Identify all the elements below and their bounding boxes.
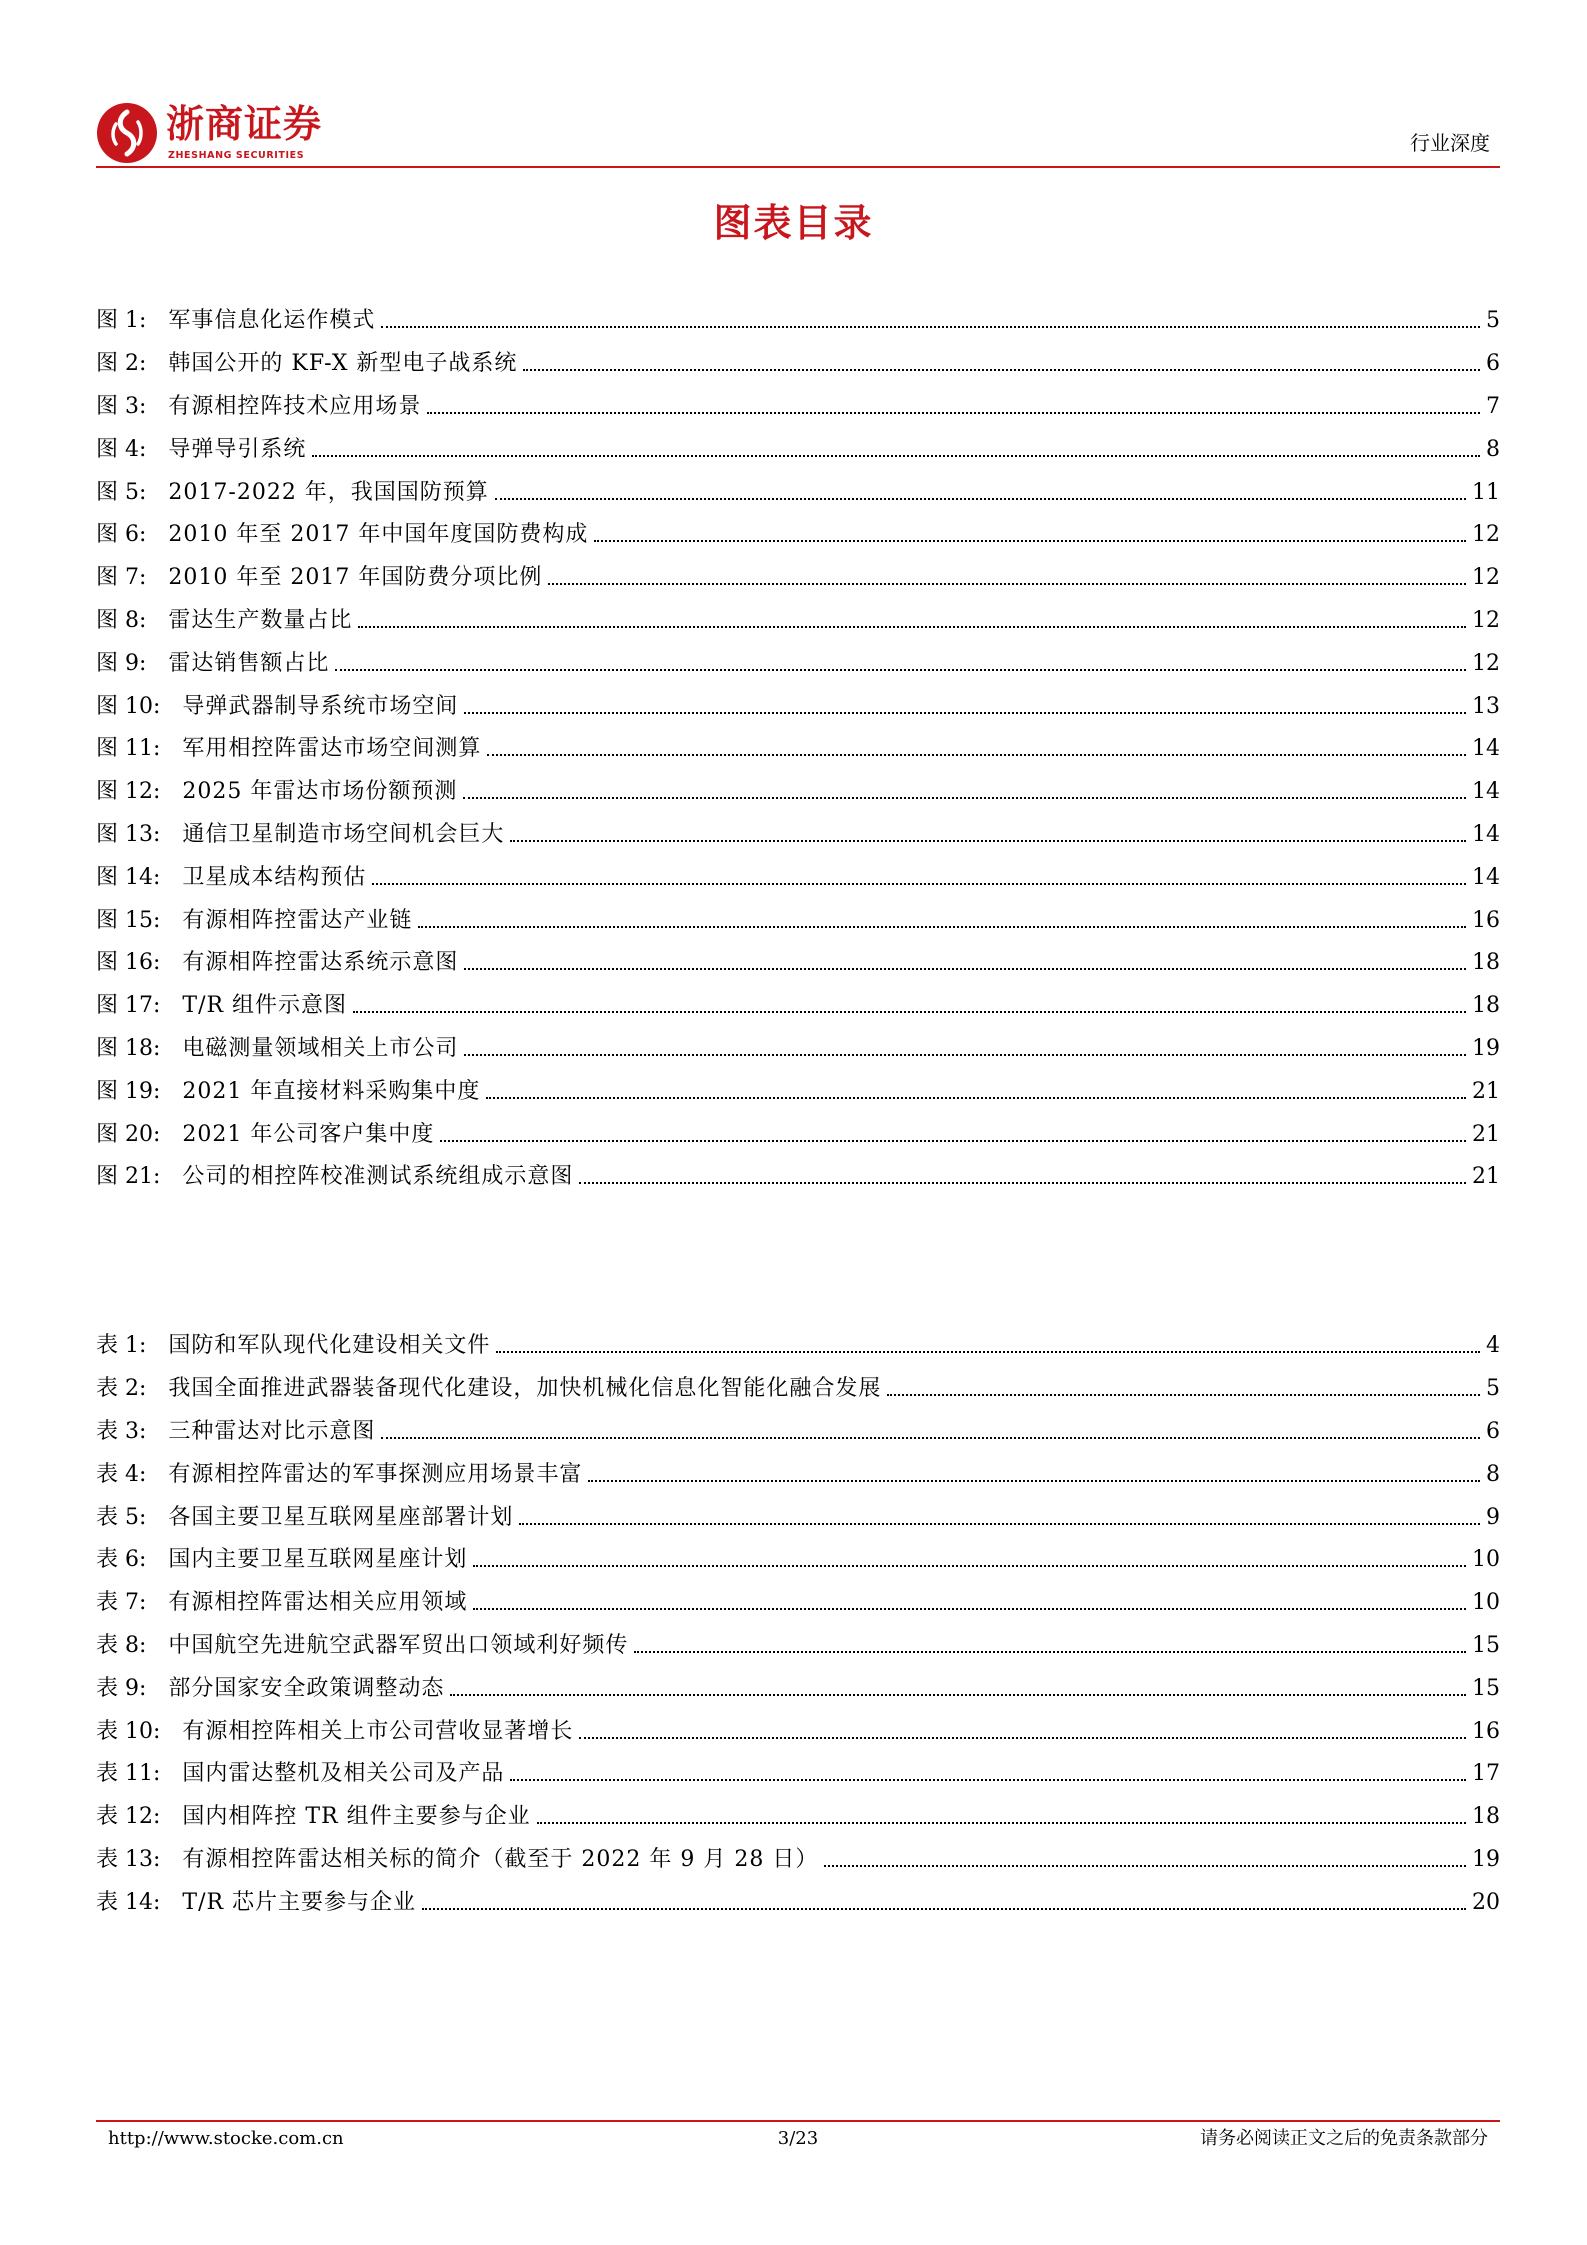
toc-leader-dots bbox=[418, 926, 1466, 928]
toc-title[interactable]: 国内雷达整机及相关公司及产品 bbox=[182, 1761, 505, 1787]
toc-label: 表 7: bbox=[96, 1590, 147, 1616]
toc-label: 图 6: bbox=[96, 522, 147, 548]
toc-row-table-7[interactable] bbox=[96, 1582, 1500, 1625]
toc-label: 图 11: bbox=[96, 736, 161, 762]
toc-leader-dots bbox=[463, 797, 1466, 799]
toc-leader-dots bbox=[464, 968, 1466, 970]
toc-row-figure-16[interactable] bbox=[96, 942, 1500, 985]
toc-leader-dots bbox=[519, 1523, 1480, 1525]
toc-row-figure-4[interactable] bbox=[96, 428, 1500, 471]
toc-title[interactable]: 军事信息化运作模式 bbox=[168, 308, 376, 334]
toc-row-figure-9[interactable] bbox=[96, 642, 1500, 685]
toc-page-number[interactable]: 5 bbox=[1486, 1376, 1500, 1402]
toc-page-number[interactable]: 6 bbox=[1486, 351, 1500, 377]
toc-title[interactable]: 2017-2022 年，我国国防预算 bbox=[168, 479, 489, 505]
toc-label: 图 7: bbox=[96, 565, 147, 591]
toc-page-number[interactable]: 11 bbox=[1472, 479, 1500, 505]
toc-title[interactable]: 中国航空先进航空武器军贸出口领域利好频传 bbox=[168, 1632, 629, 1658]
page-title: 图表目录 bbox=[713, 201, 874, 245]
footer-disclaimer: 请务必阅读正文之后的免责条款部分 bbox=[1200, 2128, 1488, 2149]
toc-page-number[interactable]: 6 bbox=[1486, 1418, 1500, 1444]
toc-leader-dots bbox=[594, 540, 1466, 542]
toc-row-figure-11[interactable] bbox=[96, 728, 1500, 771]
toc-title[interactable]: 2025 年雷达市场份额预测 bbox=[182, 779, 458, 805]
toc-title[interactable]: 有源相阵控雷达产业链 bbox=[182, 907, 413, 933]
toc-title[interactable]: 卫星成本结构预估 bbox=[182, 864, 367, 890]
toc-page-number[interactable]: 9 bbox=[1486, 1504, 1500, 1530]
toc-row-table-12[interactable] bbox=[96, 1796, 1500, 1839]
toc-row-table-1[interactable] bbox=[96, 1325, 1500, 1368]
toc-leader-dots bbox=[487, 754, 1466, 756]
toc-label: 表 8: bbox=[96, 1632, 147, 1658]
toc-title[interactable]: 韩国公开的 KF-X 新型电子战系统 bbox=[168, 351, 518, 377]
toc-leader-dots bbox=[464, 712, 1466, 714]
toc-page-number[interactable]: 10 bbox=[1472, 1590, 1500, 1616]
toc-title[interactable]: 国内相阵控 TR 组件主要参与企业 bbox=[182, 1804, 531, 1830]
toc-row-table-2[interactable] bbox=[96, 1368, 1500, 1411]
toc-title[interactable]: 有源相控阵相关上市公司营收显著增长 bbox=[182, 1718, 574, 1744]
toc-row-table-5[interactable] bbox=[96, 1496, 1500, 1539]
toc-title[interactable]: 有源相控阵雷达相关标的简介（截至于 2022 年 9 月 28 日） bbox=[182, 1846, 819, 1872]
toc-leader-dots bbox=[335, 669, 1466, 671]
toc-leader-dots bbox=[523, 369, 1480, 371]
toc-label: 图 20: bbox=[96, 1121, 161, 1147]
toc-label: 图 21: bbox=[96, 1164, 161, 1190]
toc-leader-dots bbox=[496, 1351, 1480, 1353]
toc-label: 图 12: bbox=[96, 779, 161, 805]
toc-page-number[interactable]: 17 bbox=[1472, 1761, 1500, 1787]
toc-title[interactable]: 2010 年至 2017 年国防费分项比例 bbox=[168, 565, 543, 591]
toc-row-table-13[interactable] bbox=[96, 1839, 1500, 1882]
toc-page-number[interactable]: 7 bbox=[1486, 393, 1500, 419]
toc-title[interactable]: 各国主要卫星互联网星座部署计划 bbox=[168, 1504, 514, 1530]
toc-row-figure-15[interactable] bbox=[96, 899, 1500, 942]
toc-row-figure-14[interactable] bbox=[96, 856, 1500, 899]
toc-label: 图 15: bbox=[96, 907, 161, 933]
toc-page-number[interactable]: 12 bbox=[1472, 522, 1500, 548]
toc-leader-dots bbox=[887, 1394, 1480, 1396]
toc-page-number[interactable]: 21 bbox=[1472, 1078, 1500, 1104]
toc-label: 图 8: bbox=[96, 607, 147, 633]
toc-leader-dots bbox=[358, 626, 1466, 628]
toc-label: 表 4: bbox=[96, 1461, 147, 1487]
toc-row-table-6[interactable] bbox=[96, 1539, 1500, 1582]
toc-title[interactable]: T/R 组件示意图 bbox=[182, 993, 348, 1019]
toc-page-number[interactable]: 14 bbox=[1472, 821, 1500, 847]
toc-label: 表 14: bbox=[96, 1889, 161, 1915]
toc-row-table-4[interactable] bbox=[96, 1453, 1500, 1496]
toc-page-number[interactable]: 5 bbox=[1486, 308, 1500, 334]
toc-label: 表 13: bbox=[96, 1846, 161, 1872]
toc-page-number[interactable]: 10 bbox=[1472, 1547, 1500, 1573]
header-divider bbox=[96, 166, 1500, 168]
toc-label: 图 4: bbox=[96, 436, 147, 462]
toc-page-number[interactable]: 15 bbox=[1472, 1632, 1500, 1658]
toc-row-figure-21[interactable] bbox=[96, 1156, 1500, 1199]
toc-row-table-14[interactable] bbox=[96, 1881, 1500, 1924]
toc-page-number[interactable]: 19 bbox=[1472, 1846, 1500, 1872]
toc-leader-dots bbox=[440, 1140, 1466, 1142]
toc-title[interactable]: 我国全面推进武器装备现代化建设，加快机械化信息化智能化融合发展 bbox=[168, 1376, 882, 1402]
toc-row-figure-3[interactable] bbox=[96, 386, 1500, 429]
figure-list bbox=[96, 300, 1500, 1199]
toc-page-number[interactable]: 20 bbox=[1472, 1889, 1500, 1915]
toc-leader-dots bbox=[422, 1908, 1466, 1910]
toc-label: 图 1: bbox=[96, 308, 147, 334]
page-footer bbox=[96, 2124, 1500, 2154]
toc-row-table-11[interactable] bbox=[96, 1753, 1500, 1796]
toc-row-figure-5[interactable] bbox=[96, 471, 1500, 514]
toc-leader-dots bbox=[510, 840, 1466, 842]
table-list bbox=[96, 1325, 1500, 1924]
toc-row-table-3[interactable] bbox=[96, 1411, 1500, 1454]
toc-page-number[interactable]: 12 bbox=[1472, 565, 1500, 591]
toc-label: 图 18: bbox=[96, 1035, 161, 1061]
toc-page-number[interactable]: 16 bbox=[1472, 1718, 1500, 1744]
toc-page-number[interactable]: 8 bbox=[1486, 1461, 1500, 1487]
toc-title[interactable]: 公司的相控阵校准测试系统组成示意图 bbox=[182, 1164, 574, 1190]
toc-leader-dots bbox=[486, 1097, 1466, 1099]
toc-label: 图 3: bbox=[96, 393, 147, 419]
toc-row-table-8[interactable] bbox=[96, 1625, 1500, 1668]
toc-page-number[interactable]: 14 bbox=[1472, 864, 1500, 890]
toc-title[interactable]: 雷达生产数量占比 bbox=[168, 607, 353, 633]
toc-title[interactable]: 通信卫星制造市场空间机会巨大 bbox=[182, 821, 505, 847]
toc-row-figure-6[interactable] bbox=[96, 514, 1500, 557]
toc-leader-dots bbox=[579, 1737, 1466, 1739]
toc-title[interactable]: 军用相控阵雷达市场空间测算 bbox=[182, 736, 482, 762]
toc-page-number[interactable]: 12 bbox=[1472, 607, 1500, 633]
toc-title[interactable]: 国防和军队现代化建设相关文件 bbox=[168, 1333, 491, 1359]
toc-title[interactable]: 电磁测量领域相关上市公司 bbox=[182, 1035, 459, 1061]
toc-leader-dots bbox=[464, 1054, 1466, 1056]
footer-divider bbox=[96, 2120, 1500, 2122]
toc-label: 图 17: bbox=[96, 993, 161, 1019]
logo-english-name: ZHESHANG SECURITIES bbox=[168, 150, 305, 161]
toc-leader-dots bbox=[824, 1865, 1466, 1867]
toc-page-number[interactable]: 16 bbox=[1472, 907, 1500, 933]
page-header bbox=[96, 100, 1500, 168]
logo-emblem-icon bbox=[96, 102, 158, 164]
toc-title[interactable]: 有源相控阵雷达相关应用领域 bbox=[168, 1590, 468, 1616]
toc-title[interactable]: 雷达销售额占比 bbox=[168, 650, 330, 676]
toc-title[interactable]: 部分国家安全政策调整动态 bbox=[168, 1675, 445, 1701]
toc-row-figure-1[interactable] bbox=[96, 300, 1500, 343]
logo-chinese-name: 浙商证券 bbox=[166, 102, 323, 146]
report-category: 行业深度 bbox=[1410, 131, 1490, 155]
toc-row-figure-20[interactable] bbox=[96, 1113, 1500, 1156]
toc-label: 表 5: bbox=[96, 1504, 147, 1530]
toc-leader-dots bbox=[381, 326, 1480, 328]
toc-page-number[interactable]: 12 bbox=[1472, 650, 1500, 676]
toc-page-number[interactable]: 21 bbox=[1472, 1121, 1500, 1147]
toc-title[interactable]: 有源相阵控雷达系统示意图 bbox=[182, 950, 459, 976]
toc-page-number[interactable]: 18 bbox=[1472, 950, 1500, 976]
toc-leader-dots bbox=[634, 1651, 1466, 1653]
toc-title[interactable]: 2010 年至 2017 年中国年度国防费构成 bbox=[168, 522, 589, 548]
toc-title[interactable]: 国内主要卫星互联网星座计划 bbox=[168, 1547, 468, 1573]
toc-title[interactable]: 2021 年直接材料采购集中度 bbox=[182, 1078, 481, 1104]
toc-label: 表 3: bbox=[96, 1418, 147, 1444]
toc-row-figure-17[interactable] bbox=[96, 985, 1500, 1028]
toc-leader-dots bbox=[473, 1608, 1466, 1610]
toc-page-number[interactable]: 18 bbox=[1472, 1804, 1500, 1830]
toc-label: 图 9: bbox=[96, 650, 147, 676]
toc-leader-dots bbox=[548, 583, 1466, 585]
toc-title[interactable]: 导弹导引系统 bbox=[168, 436, 307, 462]
toc-row-figure-2[interactable] bbox=[96, 343, 1500, 386]
toc-leader-dots bbox=[510, 1779, 1466, 1781]
toc-label: 表 1: bbox=[96, 1333, 147, 1359]
toc-row-figure-19[interactable] bbox=[96, 1070, 1500, 1113]
toc-page-number[interactable]: 14 bbox=[1472, 736, 1500, 762]
toc-label: 图 16: bbox=[96, 950, 161, 976]
toc-leader-dots bbox=[353, 1011, 1466, 1013]
toc-title[interactable]: 有源相控阵技术应用场景 bbox=[168, 393, 422, 419]
toc-row-table-10[interactable] bbox=[96, 1710, 1500, 1753]
toc-page-number[interactable]: 8 bbox=[1486, 436, 1500, 462]
toc-label: 图 14: bbox=[96, 864, 161, 890]
footer-url-link[interactable]: http://www.stocke.com.cn bbox=[108, 2128, 344, 2149]
toc-label: 图 13: bbox=[96, 821, 161, 847]
toc-label: 表 2: bbox=[96, 1376, 147, 1402]
toc-label: 图 19: bbox=[96, 1078, 161, 1104]
toc-row-figure-13[interactable] bbox=[96, 814, 1500, 857]
toc-title[interactable]: 导弹武器制导系统市场空间 bbox=[182, 693, 459, 719]
toc-label: 表 11: bbox=[96, 1761, 161, 1787]
toc-label: 图 5: bbox=[96, 479, 147, 505]
toc-row-figure-12[interactable] bbox=[96, 771, 1500, 814]
toc-page-number[interactable]: 14 bbox=[1472, 779, 1500, 805]
toc-page-number[interactable]: 13 bbox=[1472, 693, 1500, 719]
company-logo bbox=[96, 100, 336, 168]
toc-label: 图 10: bbox=[96, 693, 161, 719]
toc-page-number[interactable]: 19 bbox=[1472, 1035, 1500, 1061]
footer-page-number: 3/23 bbox=[777, 2128, 819, 2149]
toc-page-number[interactable]: 21 bbox=[1472, 1164, 1500, 1190]
toc-leader-dots bbox=[579, 1182, 1466, 1184]
toc-page-number[interactable]: 4 bbox=[1486, 1333, 1500, 1359]
toc-leader-dots bbox=[427, 412, 1480, 414]
toc-page-number[interactable]: 18 bbox=[1472, 993, 1500, 1019]
toc-leader-dots bbox=[312, 455, 1480, 457]
toc-row-table-9[interactable] bbox=[96, 1667, 1500, 1710]
toc-title[interactable]: 三种雷达对比示意图 bbox=[168, 1418, 376, 1444]
toc-row-figure-10[interactable] bbox=[96, 685, 1500, 728]
toc-title[interactable]: 2021 年公司客户集中度 bbox=[182, 1121, 435, 1147]
toc-row-figure-8[interactable] bbox=[96, 600, 1500, 643]
toc-label: 表 9: bbox=[96, 1675, 147, 1701]
toc-leader-dots bbox=[381, 1437, 1480, 1439]
toc-leader-dots bbox=[473, 1565, 1466, 1567]
toc-label: 表 6: bbox=[96, 1547, 147, 1573]
toc-leader-dots bbox=[495, 498, 1466, 500]
toc-label: 表 12: bbox=[96, 1804, 161, 1830]
toc-page-number[interactable]: 15 bbox=[1472, 1675, 1500, 1701]
toc-leader-dots bbox=[372, 883, 1466, 885]
toc-leader-dots bbox=[588, 1480, 1480, 1482]
toc-leader-dots bbox=[537, 1822, 1466, 1824]
toc-row-figure-7[interactable] bbox=[96, 557, 1500, 600]
toc-title[interactable]: 有源相控阵雷达的军事探测应用场景丰富 bbox=[168, 1461, 583, 1487]
toc-leader-dots bbox=[450, 1694, 1466, 1696]
toc-label: 图 2: bbox=[96, 351, 147, 377]
toc-label: 表 10: bbox=[96, 1718, 161, 1744]
toc-title[interactable]: T/R 芯片主要参与企业 bbox=[182, 1889, 417, 1915]
toc-row-figure-18[interactable] bbox=[96, 1028, 1500, 1071]
